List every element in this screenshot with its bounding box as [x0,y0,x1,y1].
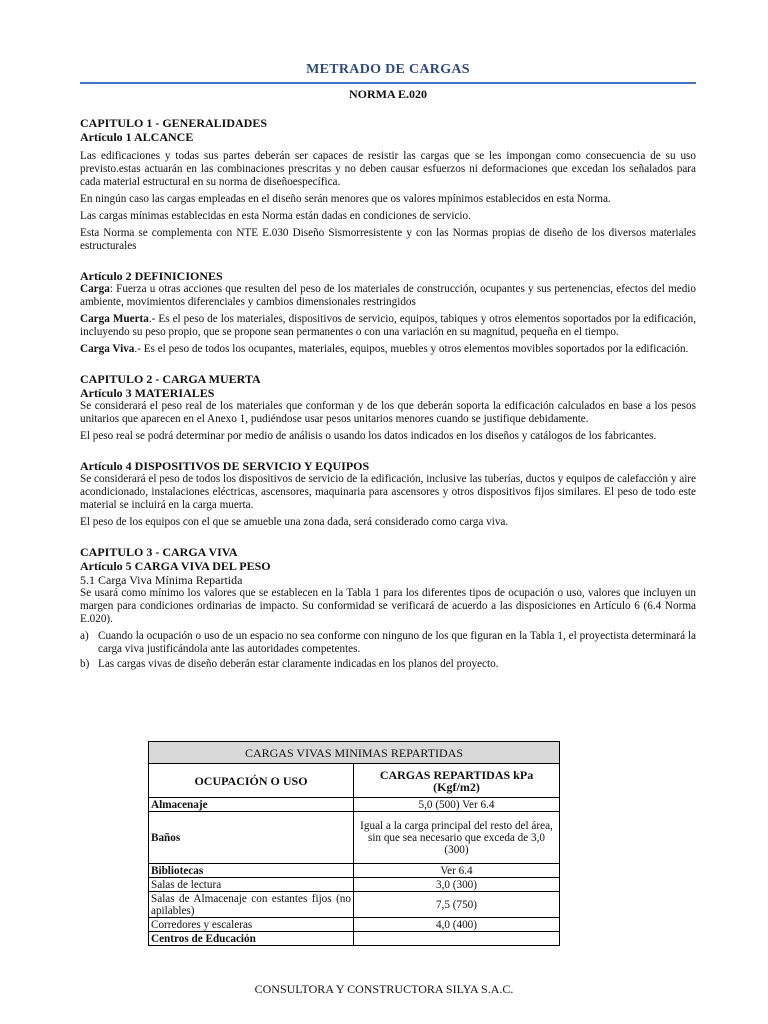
cell-use: Bibliotecas [149,864,354,878]
definition-carga [80,283,696,309]
list-item-text: Cuando la ocupación o uso de un espacio no sea conforme con ninguno de los que figuran en la Tabla 1, el proyectista determinará la carga viva justificándola ante las autoridades competentes. [98,630,696,655]
paragraph: Se considerará el peso real de los materiales que conforman y de los que deberán soporta la edificación calculados en base a los pesos unitarios que aparecen en el Anexo 1, pudiéndose usar pesos unitarios menores cuando se justifique debidamente. [80,400,696,425]
chapter-2-heading: CAPITULO 2 - CARGA MUERTA [80,372,261,386]
definition-term: Carga [80,283,110,295]
cell-value [354,932,560,946]
cell-use: Salas de Almacenaje con estantes fijos (no apilables) [149,892,354,918]
cell-value: 4,0 (400) [354,918,560,932]
definition-text: : Fuerza u otras acciones que resulten del peso de los materiales de construcción, ocupantes y sus pertenencias, efectos del medio ambiente, movimientos diferenciales y cambios dimensionales restringidos [80,283,696,308]
paragraph: Esta Norma se complementa con NTE E.030 Diseño Sismorresistente y con las Normas propias de diseño de los diversos materiales estructurales [80,227,696,252]
article-3-heading: Artículo 3 MATERIALES [80,386,215,400]
table-row [149,878,560,892]
paragraph: En ningún caso las cargas empleadas en el diseño serán menores que os valores mpínimos establecidos en esta Norma. [80,193,611,205]
document-title: METRADO DE CARGAS [306,62,470,77]
paragraph: Se usará como mínimo los valores que se establecen en la Tabla 1 para los diferentes tipos de ocupación o uso, valores que incluyen un margen para condiciones ordinarias de impacto. Su conformidad se verificará de acuerdo a las disposiciones en Artículo 6 (6.4 Norma E.020). [80,587,696,625]
cell-value: 7,5 (750) [354,892,560,918]
cell-use: Corredores y escaleras [149,918,354,932]
paragraph: Las cargas mínimas establecidas en esta Norma están dadas en condiciones de servicio. [80,210,471,222]
paragraph: Las edificaciones y todas sus partes deberán ser capaces de resistir las cargas que se les impongan como consecuencia de su uso previsto.estas actuarán en las combinaciones prescritas y no deben causar esfuerzos ni deformaciones que excedan los señalados para cada material estructural en su norma de diseñoespecífica. [80,150,696,188]
list-item-b [80,658,696,671]
article-4-heading: Artículo 4 DISPOSITIVOS DE SERVICIO Y EQUIPOS [80,459,370,473]
document-body [80,62,696,673]
definition-text: .- Es el peso de los materiales, dispositivos de servicio, equipos, tabiques y otros elementos soportados por la edificación, incluyendo su peso propio, que se propone sean permanentes o con una variación en su magnitud, pequeña en el tiempo. [80,313,696,338]
table-row [149,864,560,878]
page-footer: CONSULTORA Y CONSTRUCTORA SILYA S.A.C. [254,982,514,996]
live-loads-table [148,741,560,946]
cell-use: Baños [149,812,354,864]
column-header-load: CARGAS REPARTIDAS kPa (Kgf/m2) [354,764,560,798]
chapter-1-heading: CAPITULO 1 - GENERALIDADES [80,116,268,130]
cell-value: 5,0 (500) Ver 6.4 [354,798,560,812]
article-1-heading: Artículo 1 ALCANCE [80,130,194,144]
definition-text: .- Es el peso de todos los ocupantes, materiales, equipos, muebles y otros elementos movibles soportados por la edificación. [134,343,689,355]
cell-use: Almacenaje [149,798,354,812]
cell-value: Igual a la carga principal del resto del área, sin que sea necesario que exceda de 3,0 (300) [354,812,560,864]
cell-use: Salas de lectura [149,878,354,892]
table-row [149,932,560,946]
section-5-1-heading: 5.1 Carga Viva Mínima Repartida [80,573,243,587]
cell-value: Ver 6.4 [354,864,560,878]
table-row [149,918,560,932]
definition-carga-muerta [80,313,696,339]
table-row [149,798,560,812]
chapter-3-heading: CAPITULO 3 - CARGA VIVA [80,545,238,559]
list-marker: a) [80,630,89,642]
list-item-text: Las cargas vivas de diseño deberán estar claramente indicadas en los planos del proyecto. [98,658,499,670]
paragraph: Se considerará el peso de todos los dispositivos de servicio de la edificación, inclusive las tuberías, ductos y equipos de calefacción y aire acondicionado, instalaciones eléctricas, ascensores, maquinaria para ascensores y otros dispositivos fijos similares. El peso de todo este material se incluirá en la carga muerta. [80,473,696,511]
list-item-a [80,630,696,656]
definition-carga-viva [80,343,696,356]
definition-term: Carga Viva [80,343,135,355]
article-2-heading: Artículo 2 DEFINICIONES [80,269,223,283]
document-subtitle: NORMA E.020 [349,87,427,101]
cell-value: 3,0 (300) [354,878,560,892]
list-marker: b) [80,658,90,670]
cell-use: Centros de Educación [149,932,354,946]
paragraph: El peso real se podrá determinar por medio de análisis o usando los datos indicados en los diseños y catálogos de los fabricantes. [80,430,657,442]
definition-term: Carga Muerta [80,313,149,325]
table-row [149,892,560,918]
table-row [149,812,560,864]
article-5-heading: Artículo 5 CARGA VIVA DEL PESO [80,559,271,573]
title-underline [80,82,696,84]
column-header-use: OCUPACIÓN O USO [149,764,354,798]
paragraph: El peso de los equipos con el que se amueble una zona dada, será considerado como carga viva. [80,516,509,528]
table-caption: CARGAS VIVAS MINIMAS REPARTIDAS [149,742,560,764]
